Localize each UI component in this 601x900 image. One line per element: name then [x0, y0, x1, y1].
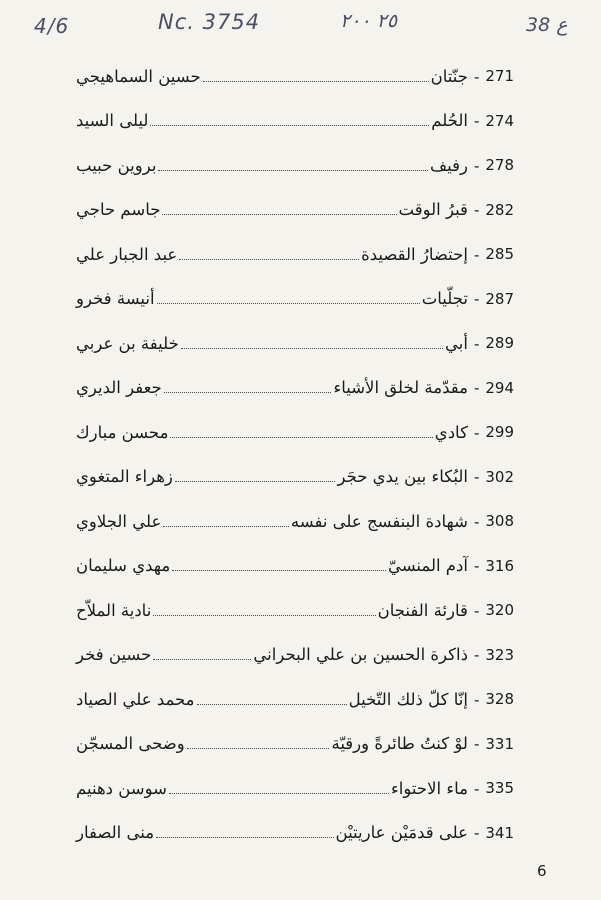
toc-entry-author: خليفة بن عربي: [76, 333, 179, 353]
toc-entry-title: رفيف: [430, 155, 468, 175]
toc-entry-separator: -: [473, 778, 480, 798]
toc-entry: [76, 499, 514, 544]
handwritten-note-middle: ٢٥ ٢٠٠: [340, 10, 398, 32]
toc-entry-author: زهراء المتغوي: [76, 467, 173, 487]
toc-entry-page: 341: [485, 823, 514, 842]
toc-entry-title: إحتضارُ القصيدة: [361, 244, 468, 264]
toc-entry-heading: [422, 289, 514, 308]
toc-entry-heading: [431, 67, 514, 86]
toc-entry-heading: [331, 734, 514, 753]
toc-entry-page: 302: [485, 467, 514, 486]
toc-entry-title: جنّتان: [430, 66, 468, 86]
toc-entry-author: وضحى المسجّن: [76, 734, 185, 754]
dot-leader: [197, 692, 347, 705]
toc-entry: [76, 188, 514, 233]
dot-leader: [170, 425, 432, 438]
toc-entry: [76, 143, 514, 188]
toc-entry-title: ذاكرة الحسين بن علي البحراني: [253, 645, 468, 665]
toc-entry-heading: [336, 823, 514, 842]
toc-entry-title: على قدمَيْن عاريتيْن: [335, 823, 468, 843]
toc-entry: [76, 366, 514, 411]
toc-entry-heading: [430, 156, 514, 175]
toc-entry-separator: -: [473, 556, 480, 576]
toc-entry-author: علي الجلاوي: [76, 511, 162, 531]
toc-entry: [76, 99, 514, 144]
toc-entry: [76, 232, 514, 277]
toc-entry-author: عبد الجبار علي: [76, 244, 178, 264]
toc-entry-separator: -: [473, 511, 480, 531]
toc-entry-heading: [391, 779, 514, 798]
toc-entry: [76, 410, 514, 455]
toc-entry-page: 285: [485, 245, 514, 264]
toc-entry-author: حسين السماهيجي: [76, 66, 201, 86]
toc-entry: [76, 277, 514, 322]
toc-entry-author: جاسم حاجي: [76, 200, 161, 220]
dot-leader: [187, 736, 330, 749]
toc-entry-title: مقدّمة لخلق الأشياء: [333, 378, 468, 398]
toc-entry-author: أنيسة فخرو: [76, 289, 155, 309]
dot-leader: [164, 380, 332, 393]
toc-entry-title: شهادة البنفسج على نفسه: [290, 511, 468, 531]
toc-entry-page: 328: [485, 690, 514, 709]
table-of-contents: [76, 54, 514, 855]
toc-entry-separator: -: [473, 422, 480, 442]
toc-entry: [76, 588, 514, 633]
toc-entry-page: 287: [485, 289, 514, 308]
toc-entry-author: سوسن دهنيم: [76, 778, 167, 798]
toc-entry-title: لوْ كنتُ طائرةً ورقيّة: [331, 734, 468, 754]
toc-entry-title: آدم المنسيّ: [387, 556, 468, 576]
toc-entry-heading: [399, 200, 515, 219]
toc-entry-separator: -: [473, 66, 480, 86]
toc-entry: [76, 766, 514, 811]
toc-entry-separator: -: [473, 734, 480, 754]
toc-entry-page: 289: [485, 334, 514, 353]
dot-leader: [156, 825, 333, 838]
toc-entry-heading: [378, 601, 514, 620]
toc-entry-title: البُكاء بين يدي حجَر: [337, 467, 468, 487]
toc-entry-title: أبي: [445, 333, 468, 353]
toc-entry-separator: -: [473, 289, 480, 309]
toc-entry-page: 299: [485, 423, 514, 442]
toc-entry-separator: -: [473, 467, 480, 487]
toc-entry: [76, 54, 514, 99]
toc-entry-heading: [349, 690, 514, 709]
toc-entry-heading: [435, 423, 514, 442]
dot-leader: [157, 291, 420, 304]
toc-entry-heading: [431, 111, 514, 130]
toc-entry-page: 335: [485, 779, 514, 798]
toc-entry: [76, 321, 514, 366]
toc-entry-separator: -: [473, 244, 480, 264]
toc-entry-author: محمد علي الصياد: [76, 689, 195, 709]
toc-entry-title: إنّا كلّ ذلك التّخيل: [348, 689, 468, 709]
toc-entry: [76, 544, 514, 589]
toc-entry-title: ماء الاحتواء: [391, 778, 468, 798]
toc-entry-author: محسن مبارك: [76, 422, 169, 442]
toc-entry-separator: -: [473, 689, 480, 709]
dot-leader: [162, 202, 396, 215]
toc-entry-author: جعفر الديري: [76, 378, 162, 398]
toc-entry-heading: [333, 378, 514, 397]
toc-entry-heading: [337, 467, 514, 486]
toc-entry-page: 308: [485, 512, 514, 531]
toc-entry: [76, 677, 514, 722]
toc-entry-heading: [388, 556, 514, 575]
toc-entry-heading: [253, 645, 514, 664]
toc-entry-page: 271: [485, 67, 514, 86]
handwritten-note-left: 4/6: [34, 14, 70, 38]
dot-leader: [203, 69, 429, 82]
toc-entry-heading: [445, 334, 514, 353]
dot-leader: [169, 781, 389, 794]
toc-entry-heading: [291, 512, 514, 531]
toc-entry-author: بروين حبيب: [76, 155, 157, 175]
toc-entry-separator: -: [473, 378, 480, 398]
toc-entry-separator: -: [473, 645, 480, 665]
toc-entry-author: ليلى السيد: [76, 111, 149, 131]
toc-entry-heading: [361, 245, 514, 264]
toc-entry-separator: -: [473, 200, 480, 220]
toc-entry-page: 294: [485, 378, 514, 397]
toc-entry-page: 323: [485, 645, 514, 664]
dot-leader: [153, 603, 375, 616]
toc-entry: [76, 811, 514, 856]
toc-entry-page: 278: [485, 156, 514, 175]
toc-entry-page: 282: [485, 200, 514, 219]
toc-entry-separator: -: [473, 600, 480, 620]
toc-entry-page: 320: [485, 601, 514, 620]
dot-leader: [158, 158, 428, 171]
toc-entry-author: حسين فخر: [76, 645, 152, 665]
toc-entry-separator: -: [473, 333, 480, 353]
toc-entry-title: قارئة الفنجان: [377, 600, 468, 620]
toc-entry-author: نادية الملاّح: [76, 600, 152, 620]
toc-entry-title: الحُلم: [431, 111, 468, 131]
page-number: 6: [537, 862, 547, 880]
toc-entry-title: قبرُ الوقت: [398, 200, 468, 220]
toc-entry-author: منى الصفار: [76, 823, 155, 843]
dot-leader: [179, 247, 359, 260]
toc-entry-page: 274: [485, 111, 514, 130]
toc-entry-author: مهدي سليمان: [76, 556, 171, 576]
toc-entry-title: تجلّيات: [421, 289, 468, 309]
handwritten-note-right: 38 ع: [526, 14, 568, 36]
toc-entry-page: 316: [485, 556, 514, 575]
dot-leader: [153, 647, 251, 660]
toc-entry: [76, 722, 514, 767]
dot-leader: [172, 558, 386, 571]
dot-leader: [181, 336, 443, 349]
toc-entry-title: كادي: [434, 422, 468, 442]
dot-leader: [163, 514, 289, 527]
toc-entry-separator: -: [473, 823, 480, 843]
dot-leader: [150, 113, 429, 126]
toc-entry: [76, 633, 514, 678]
toc-entry: [76, 455, 514, 500]
toc-entry-separator: -: [473, 155, 480, 175]
dot-leader: [175, 469, 336, 482]
toc-entry-page: 331: [485, 734, 514, 753]
toc-entry-separator: -: [473, 111, 480, 131]
handwritten-catalog-number: Nc. 3754: [158, 10, 261, 34]
